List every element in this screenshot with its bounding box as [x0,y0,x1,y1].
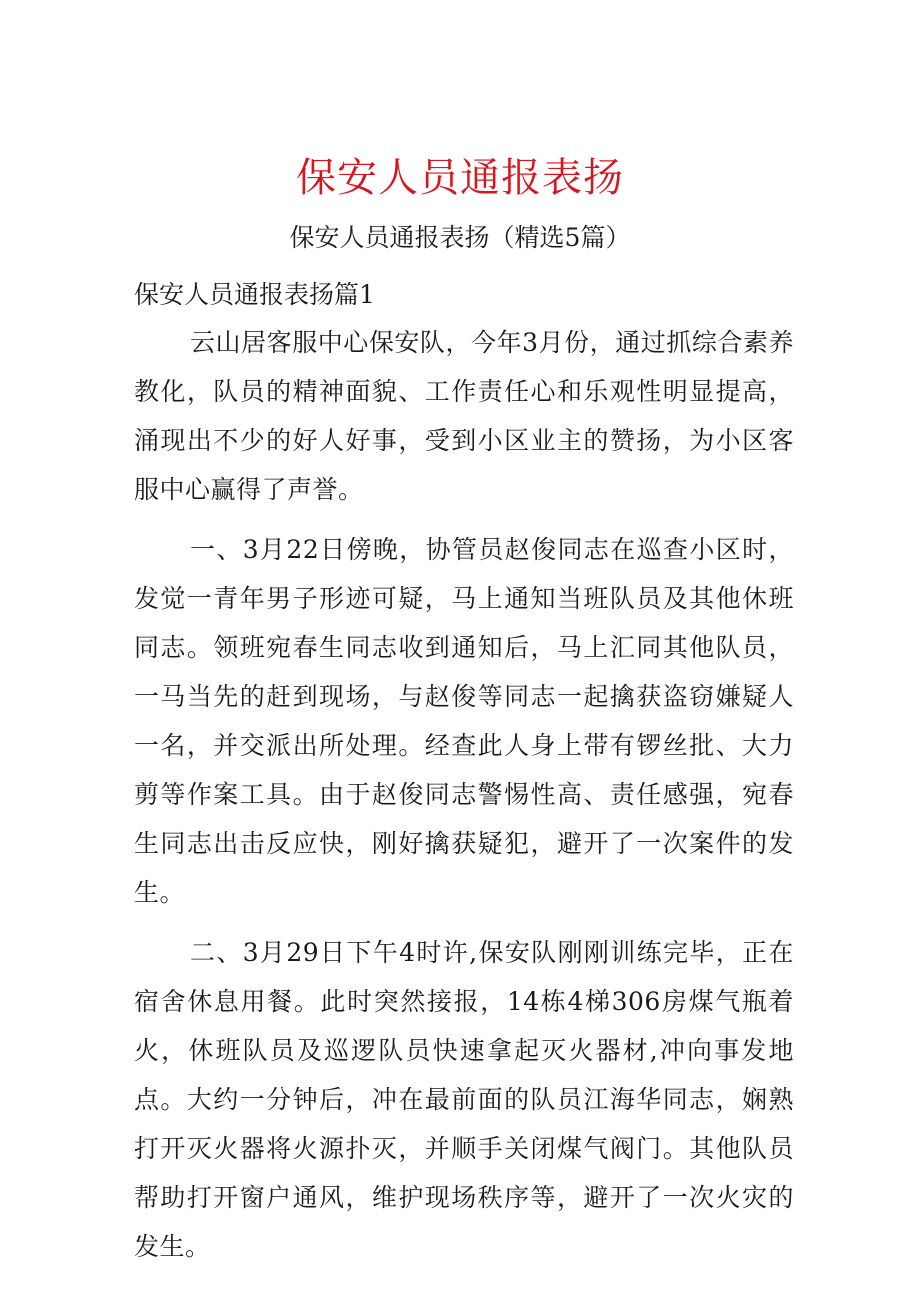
section-heading: 保安人员通报表扬篇1 [134,280,375,309]
paragraph-item-1: 一、3月22日傍晚，协管员赵俊同志在巡查小区时，发觉一青年男子形迹可疑，马上通知当班队员及其他休班同志。领班宛春生同志收到通知后，马上汇同其他队员，一马当先的赶到现场，与赵俊等同志一起擒获盗窃嫌疑人一名，并交派出所处理。经查此人身上带有锣丝批、大力剪等作案工具。由于赵俊同志警惕性高、责任感强，宛春生同志出击反应快，刚好擒获疑犯，避开了一次案件的发生。 [134,535,794,907]
document-title: 保安人员通报表扬 [296,155,624,201]
paragraph-item-2: 二、3月29日下午4时许,保安队刚刚训练完毕，正在宿舍休息用餐。此时突然接报，14栋4梯306房煤气瓶着火，休班队员及巡逻队员快速拿起灭火器材,冲向事发地点。大约一分钟后，冲在最前面的队员江海华同志，娴熟打开灭火器将火源扑灭，并顺手关闭煤气阀门。其他队员帮助打开窗户通风，维护现场秩序等，避开了一次火灾的发生。 [134,938,794,1261]
paragraph-intro: 云山居客服中心保安队，今年3月份，通过抓综合素养教化，队员的精神面貌、工作责任心和乐观性明显提高，涌现出不少的好人好事，受到小区业主的赞扬，为小区客服中心赢得了声誉。 [134,328,794,504]
document-subtitle: 保安人员通报表扬（精选5篇） [289,223,631,252]
document-body [134,318,794,1282]
